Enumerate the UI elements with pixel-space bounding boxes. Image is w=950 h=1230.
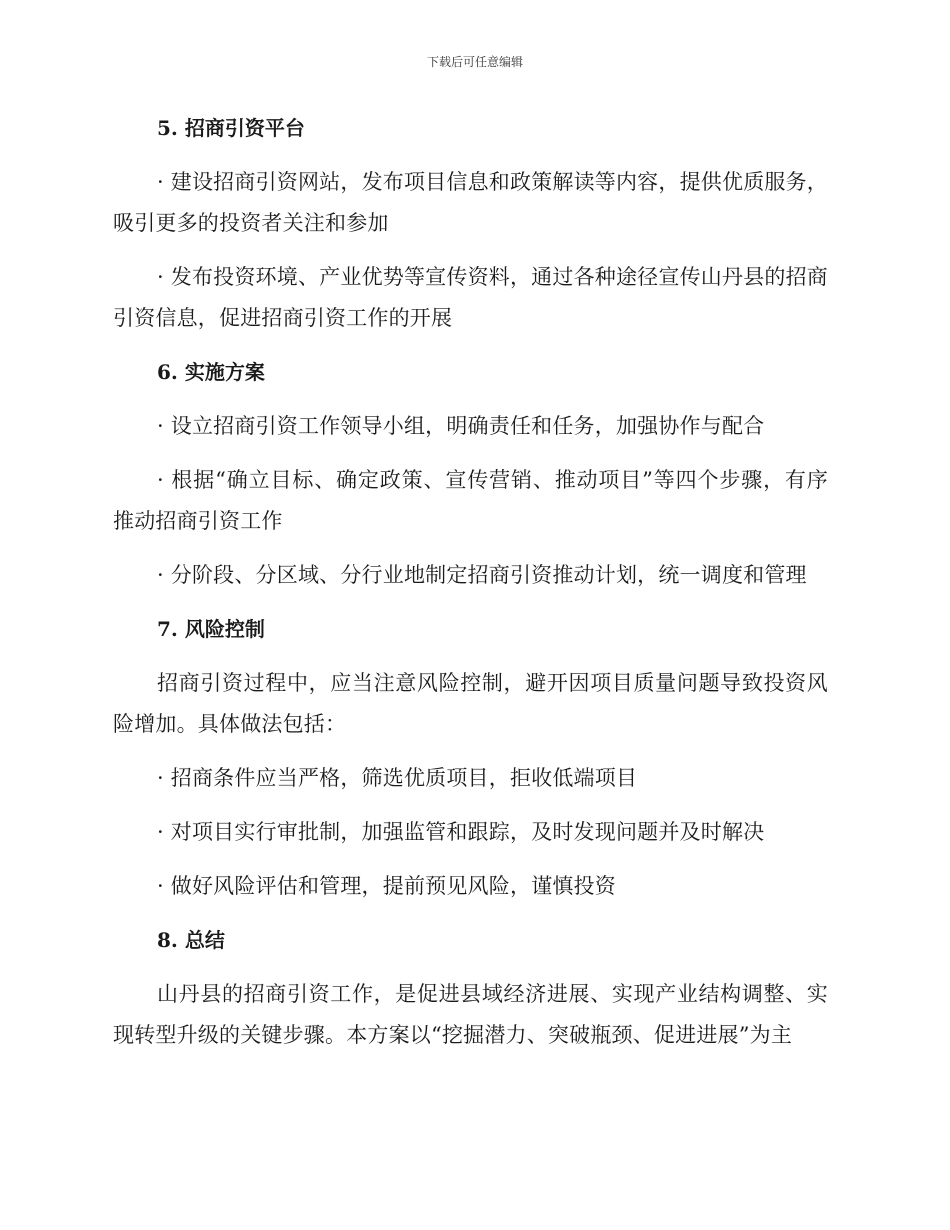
paragraph: · 招商条件应当严格，筛选优质项目，拒收低端项目	[157, 766, 638, 790]
paragraph: · 设立招商引资工作领导小组，明确责任和任务，加强协作与配合	[157, 414, 765, 438]
paragraph: · 根据“确立目标、确定政策、宣传营销、推动项目”等四个步骤，有序推动招商引资工作	[113, 468, 828, 533]
page-header: 下载后可任意编辑	[426, 55, 523, 69]
section-heading-8: 8. 总结	[157, 928, 225, 952]
paragraph: 招商引资过程中，应当注意风险控制，避开因项目质量问题导致投资风险增加。具体做法包括：	[113, 671, 828, 736]
paragraph: · 分阶段、分区域、分行业地制定招商引资推动计划，统一调度和管理	[157, 563, 807, 587]
section-heading-7: 7. 风险控制	[157, 617, 265, 641]
paragraph: · 发布投资环境、产业优势等宣传资料，通过各种途径宣传山丹县的招商引资信息，促进招商引资工作的开展	[113, 265, 828, 330]
paragraph: 山丹县的招商引资工作，是促进县域经济进展、实现产业结构调整、实现转型升级的关键步骤。本方案以“挖掘潜力、突破瓶颈、促进进展”为主	[113, 982, 828, 1047]
section-heading-5: 5. 招商引资平台	[157, 116, 305, 140]
paragraph: · 对项目实行审批制，加强监管和跟踪，及时发现问题并及时解决	[157, 820, 765, 844]
paragraph: · 做好风险评估和管理，提前预见风险，谨慎投资	[157, 874, 616, 898]
paragraph: · 建设招商引资网站，发布项目信息和政策解读等内容，提供优质服务，吸引更多的投资者关注和参加	[113, 170, 828, 235]
document-body	[113, 108, 828, 1056]
section-heading-6: 6. 实施方案	[157, 360, 265, 384]
